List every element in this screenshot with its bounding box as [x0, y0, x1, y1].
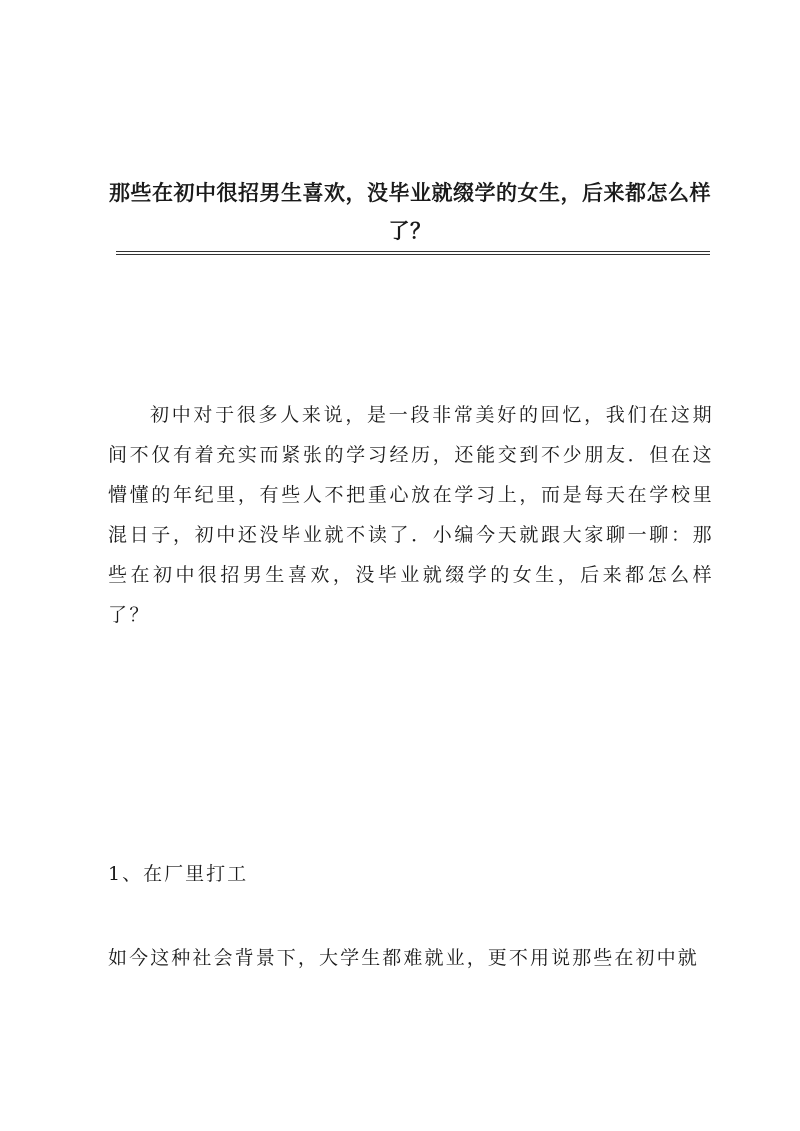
- section-heading: 1、在厂里打工: [108, 863, 249, 885]
- title-divider: [116, 251, 710, 255]
- page-title: 那些在初中很招男生喜欢，没毕业就缀学的女生，后来都怎么样了？: [109, 180, 711, 244]
- section-body-paragraph: 如今这种社会背景下，大学生都难就业，更不用说那些在初中就: [108, 947, 699, 969]
- intro-paragraph: 初中对于很多人来说，是一段非常美好的回忆，我们在这期间不仅有着充实而紧张的学习经历，还能交到不少朋友．但在这懵懂的年纪里，有些人不把重心放在学习上，而是每天在学校里混日子，初中还没毕业就不读了．小编今天就跟大家聊一聊：那些在初中很招男生喜欢，没毕业就缀学的女生，后来都怎么样了？: [108, 404, 714, 626]
